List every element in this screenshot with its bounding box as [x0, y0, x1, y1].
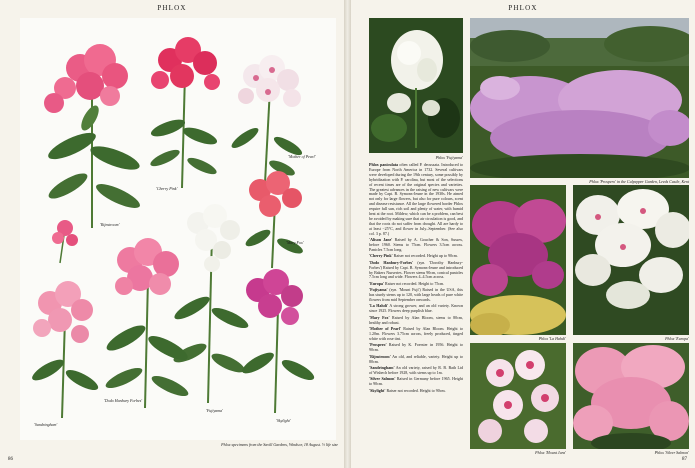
label-skylight: 'Skylight' [276, 418, 291, 423]
body-text-column [369, 163, 463, 395]
caption-la-hahdi: Phlox 'La Hahdi' [538, 336, 566, 341]
paragraph-12: 'Silver Salmon' Raised in Germany before 1965. Height to 90cm. [369, 376, 463, 387]
caption-mount: Phlox 'Mount Jura' [535, 450, 566, 455]
paragraph-8: 'Mother of Pearl' Raised by Alan Bloom. Height to 1.20m. Flowers 3.75cm across, freely produced, tinged white with rose tint. [369, 326, 463, 341]
caption-europa: Phlox 'Europa' [665, 336, 689, 341]
specimen-small-sprig [52, 220, 78, 263]
photo-white-phlox [369, 18, 463, 153]
label-fujiyama: 'Fujiyama' [206, 408, 224, 413]
specimen-plate [20, 18, 336, 440]
book-gutter [344, 0, 351, 468]
right-page [351, 0, 695, 468]
photo-europa [573, 185, 689, 335]
caption-silver-salmon: Phlox 'Silver Salmon' [654, 450, 689, 455]
folio-right: 87 [682, 457, 687, 462]
label-rijnstroom: 'Rijnstroom' [100, 222, 120, 227]
paragraph-11: 'Sandringham' An old variety, raised by R. B. Bath Ltd of Wisbech before 1928, with stems up to 1m. [369, 364, 463, 375]
specimen-sandringham [29, 281, 100, 418]
paragraph-6: 'La Hahdi' A strong grower, and an old variety. Known since 1925. Flowers deep purplish blue. [369, 303, 464, 314]
paragraph-5: 'Fujiyama' (syn. 'Mount Fuji') Raised in the USA, this has sturdy stems up to 120, with large heads of pure white flowers from mid September onwards. [369, 287, 463, 303]
paragraph-0: Phlox paniculata often called P. decussata. Introduced to Europe from North America in 1732. Several cultivars were developed during the 19th century, some possibly by hybridization with P. carolina, but most of the selections of recent times are of the original species and varieties. The greatest advances in the raising of new cultivars were made by Capt. B. Symons-Jeune in the 1930s. He aimed not only for large flowers, but also for pure colours, scent and disease resistance. All the large flowered border Phlox require full sun, rich soil and plenty of water, with humid heat at the root. Mildew, which can be a problem, can best be avoided by making sure that air circulation is good, and that the roots do not suffer from drought. All are hardy to at least −25°C, and flower in July–September. (See also col. 3 p. 87.) [369, 162, 463, 236]
paragraph-3: 'Dodo Hanbury-Forbes' (syn. 'Dorothy Hanbury-Forbes') Raised by Capt. B. Symons-Jeune and introduced by Bakers Nurseries. Flower stems 90cm, conical panicles 7.5cm long and wide. Flowers 4–4.5cm across. [369, 259, 463, 280]
paragraph-2: 'Cherry Pink' Raiser not recorded. Height up to 90cm. [369, 253, 458, 259]
label-sandringham: 'Sandringham' [34, 422, 58, 427]
paragraph-1: 'Alison Jane' Raised by A. Goucher & Son, Sussex, before 1960. Stems to 75cm. Flowers 3.5cm across. Panicles 7.5cm long. [369, 237, 463, 252]
label-dodo-hanbury-forbes: 'Dodo Hanbury Forbes' [104, 398, 143, 403]
caption-prospero: Phlox 'Prospero' in the Culpepper Garden, Leeds Castle, Kent [589, 179, 689, 184]
caption-white-phlox: Phlox 'Fujiyama' [435, 155, 463, 160]
photo-silver-salmon [573, 343, 689, 449]
specimen-mother-of-pearl [229, 55, 304, 183]
paragraph-13: 'Skylight' Raiser not recorded. Height to 90cm. [369, 387, 446, 393]
specimen-skylight [239, 269, 316, 413]
label-mother-of-pearl: 'Mother of Pearl' [288, 154, 316, 159]
left-page [0, 0, 344, 468]
plate-caption: Phlox specimens from the Savill Gardens, Windsor, 18 August. ½ life size [221, 442, 338, 447]
paragraph-7: 'Mary Fox' Raised by Alan Bloom, stems to 80cm, healthy and robust. [369, 314, 463, 325]
paragraph-10: 'Rijnstroom' An old, and reliable, variety. Height up to 80cm. [369, 353, 463, 364]
specimen-rijnstroom [44, 44, 143, 228]
paragraph-4: 'Europa' Raiser not recorded. Height to 75cm. [369, 280, 445, 286]
running-head-right: PHLOX [508, 4, 538, 12]
photo-mount [470, 343, 566, 449]
photo-prospero-garden [470, 18, 689, 178]
folio-left: 86 [8, 457, 13, 462]
specimen-mary-fox [243, 171, 304, 268]
photo-la-hahdi [470, 185, 566, 335]
phlox-specimens-illustration [20, 18, 336, 440]
specimen-cherry-pink [148, 37, 220, 188]
specimen-dodo-hanbury-forbes [103, 238, 190, 408]
paragraph-9: 'Prospero' Raised by K. Foerster in 1956. Height to 90cm. [369, 342, 463, 353]
label-cherry-pink: 'Cherry Pink' [156, 186, 178, 191]
specimen-fujiyama [171, 204, 251, 403]
running-head-left: PHLOX [157, 4, 187, 12]
label-mary-fox: 'Mary Fox' [286, 240, 304, 245]
